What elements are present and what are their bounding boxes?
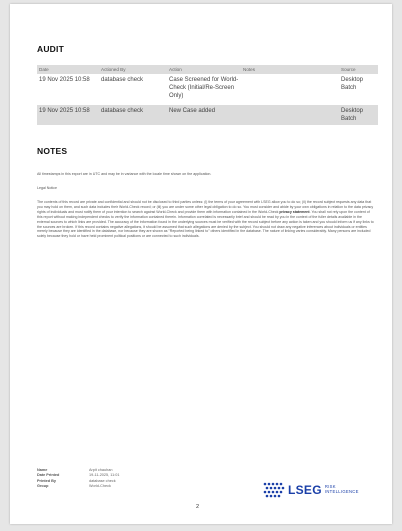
logo-subtitle-line-2: INTELLIGENCE: [324, 489, 359, 494]
table-row: [37, 105, 378, 125]
legal-notice-label: Legal Notice: [37, 186, 57, 190]
cell-date: 19 Nov 2025 10:58: [37, 74, 99, 105]
meta-value: database check: [89, 478, 116, 483]
meta-value: 19-11-2025, 11:01: [89, 473, 120, 478]
lseg-logo-icon: [262, 481, 286, 499]
logo-wordmark: LSEG: [288, 483, 322, 497]
logo-subtitle: [325, 485, 359, 495]
column-header-source: Source: [339, 65, 378, 74]
meta-value: World-Check: [89, 483, 111, 488]
legal-text-part-2: . You shall not rely upon the content of this report without making independent checks to verify the information contained therein. Information correlated is necessarily brief and should be read by you in the context of the fuller details available in the external sources to which links are provided. The accuracy of the information found in the underlying sources must be verified with the record subject before any action is taken and you should inform us if any links to the sources are broken. If this record contains negative allegations, it should be assumed that such allegations are denied by the subject. You should not draw any negative inferences about individuals or entities merely because they are identified in the database, nor because they are shown as "Reported being linked to" others identified in the database. The nature of linking varies considerably. Many persons are included solely because they hold or have held prominent political positions or are connected to such individuals.: [37, 209, 374, 239]
meta-key: Date Printed: [37, 473, 60, 478]
cell-notes: [241, 74, 339, 105]
column-header-action: Action: [167, 65, 241, 74]
cell-action: New Case added: [167, 105, 241, 125]
meta-key: Printed By: [37, 478, 56, 483]
notes-section-title: NOTES: [37, 146, 68, 156]
table-row: [37, 74, 378, 105]
cell-source: Desktop Batch: [339, 74, 378, 105]
legal-text-part-1: The contents of this record are private and confidential and should not be disclosed to third parties unless: (i) the terms of your agreement with LSEG allow you to do so; (ii) the record subject requests any data that you may hold on them, and such data includes their World-Check record; or (iii) you are under some other legal obligation to do so. You must consider and abide by your own obligations in relation to the data privacy rights of individuals and must notify them of your intention to search against World-Check and provide them with information contained in the World-Check: [37, 200, 374, 214]
privacy-statement-link[interactable]: privacy statement: [279, 209, 310, 214]
column-header-date: Date: [37, 65, 99, 74]
column-header-notes: Notes: [241, 65, 339, 74]
meta-value: Arpit chauhan: [89, 468, 113, 472]
audit-table-header-row: [37, 65, 378, 74]
cell-action: Case Screened for World-Check (Initial/Re-Screen Only): [167, 74, 241, 105]
column-header-actioned-by: Actioned By: [99, 65, 167, 74]
meta-key: Name: [37, 468, 48, 472]
logo-subtitle-line-1: RISK: [324, 484, 336, 490]
lseg-logo: [262, 481, 359, 499]
audit-section-title: AUDIT: [37, 44, 64, 54]
cell-notes: [241, 105, 339, 125]
cell-date: 19 Nov 2025 10:58: [37, 105, 99, 125]
cell-actioned-by: database check: [99, 74, 167, 105]
legal-notice-text: [37, 200, 375, 239]
document-page: [10, 4, 392, 524]
meta-key: Group: [37, 483, 49, 488]
footer-metadata: [37, 468, 119, 489]
cell-source: Desktop Batch: [339, 105, 378, 125]
meta-row: [37, 484, 119, 489]
cell-actioned-by: database check: [99, 105, 167, 125]
page-number: 2: [196, 504, 200, 510]
timezone-note: All timestamps in this export are in UTC and may be in variance with the locale time shown on the application.: [37, 172, 212, 176]
audit-table: [37, 65, 378, 125]
